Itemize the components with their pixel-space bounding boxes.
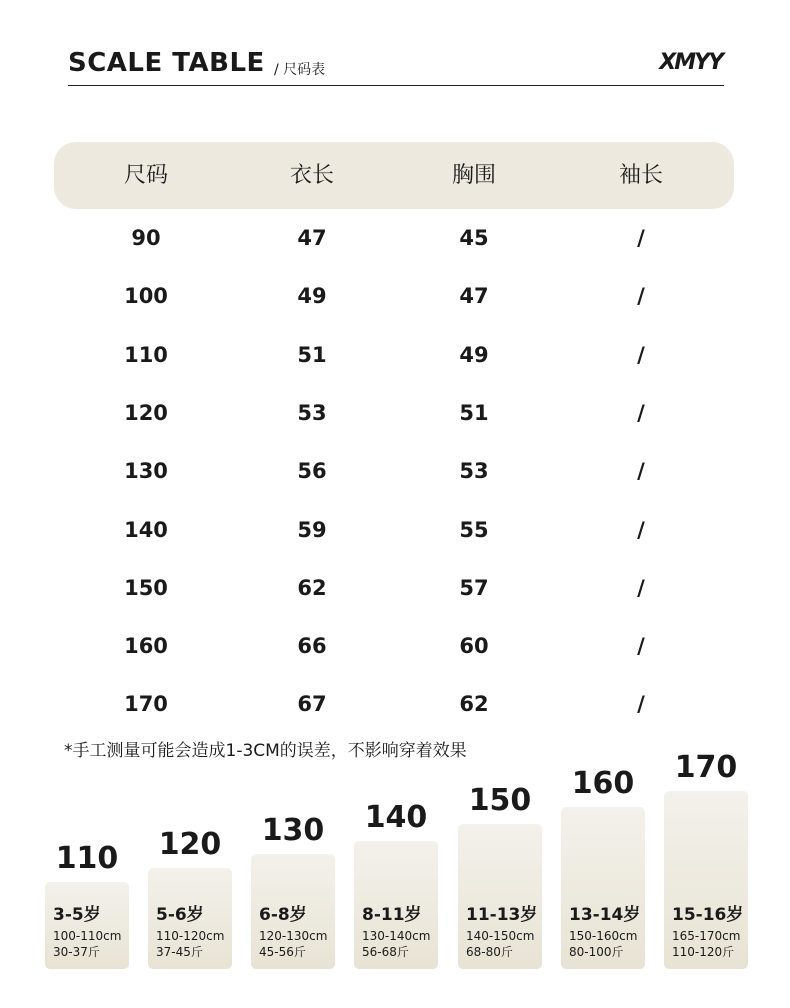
- size-guide-item: [664, 751, 748, 969]
- column-header-length: 衣长: [289, 163, 334, 188]
- size-guide-age: 6-8岁: [259, 905, 307, 925]
- table-cell: 100: [124, 284, 168, 309]
- table-cell: /: [637, 575, 645, 600]
- measurement-note: *手工测量可能会造成1-3CM的误差，不影响穿着效果: [64, 741, 467, 761]
- column-header-chest: 胸围: [451, 163, 496, 188]
- table-cell: /: [637, 692, 645, 717]
- table-cell: /: [637, 459, 645, 484]
- size-guide-item: [45, 842, 129, 969]
- table-cell: 51: [459, 400, 489, 425]
- size-guide-bar: [458, 824, 542, 969]
- table-cell: 47: [297, 226, 327, 250]
- size-guide-age: 3-5岁: [53, 905, 101, 925]
- size-guide-height: 140-150cm: [466, 929, 535, 943]
- table-row: [0, 218, 790, 258]
- size-guide-weight: 37-45斤: [156, 945, 203, 959]
- table-cell: /: [637, 634, 645, 659]
- table-cell: 59: [297, 517, 327, 542]
- table-row: [0, 568, 790, 608]
- table-cell: 170: [124, 692, 168, 717]
- size-guide-weight: 30-37斤: [53, 945, 100, 959]
- size-guide-bar: [561, 807, 645, 969]
- size-guide-weight: 110-120斤: [672, 945, 735, 959]
- size-guide-size: 170: [674, 750, 738, 785]
- size-guide-item: [148, 828, 232, 969]
- size-guide-weight: 68-80斤: [466, 945, 513, 959]
- column-header-size: 尺码: [123, 163, 168, 188]
- table-cell: 57: [459, 575, 489, 600]
- table-cell: 160: [124, 634, 168, 659]
- table-cell: /: [637, 400, 645, 425]
- size-guide-item: [354, 801, 438, 969]
- size-guide-item: [251, 814, 335, 969]
- size-guide-age: 8-11岁: [362, 905, 422, 925]
- table-cell: 150: [124, 575, 168, 600]
- table-cell: 140: [124, 517, 168, 542]
- table-cell: 67: [297, 692, 327, 717]
- size-guide-size: 130: [261, 813, 325, 848]
- size-guide-height: 100-110cm: [53, 929, 122, 943]
- size-guide-height: 165-170cm: [672, 929, 741, 943]
- page-title: SCALE TABLE: [68, 48, 265, 78]
- table-cell: /: [637, 226, 645, 250]
- table-row: [0, 451, 790, 491]
- table-row: [0, 684, 790, 724]
- size-guide-weight: 45-56斤: [259, 945, 306, 959]
- size-guide-height: 110-120cm: [156, 929, 225, 943]
- table-row: [0, 276, 790, 316]
- table-cell: 47: [459, 284, 489, 309]
- size-guide-size: 120: [158, 827, 222, 862]
- page-subtitle: / 尺码表: [274, 62, 326, 78]
- table-cell: 45: [459, 226, 489, 250]
- table-cell: 55: [459, 517, 489, 542]
- table-cell: 49: [297, 284, 327, 309]
- table-cell: /: [637, 284, 645, 309]
- table-cell: 110: [124, 342, 168, 367]
- size-guide-age: 15-16岁: [672, 905, 744, 925]
- table-cell: 56: [297, 459, 327, 484]
- table-row: [0, 626, 790, 666]
- brand-logo: XMYY: [659, 50, 722, 75]
- size-guide-height: 150-160cm: [569, 929, 638, 943]
- column-header-sleeve: 袖长: [618, 163, 663, 188]
- table-cell: 53: [297, 400, 327, 425]
- table-cell: /: [637, 342, 645, 367]
- size-guide-age: 11-13岁: [466, 905, 538, 925]
- table-cell: 49: [459, 342, 489, 367]
- page-header: [68, 44, 724, 86]
- size-guide-size: 110: [55, 841, 119, 876]
- size-guide-age: 5-6岁: [156, 905, 204, 925]
- table-row: [0, 335, 790, 375]
- size-guide-bar: [45, 882, 129, 969]
- size-guide-size: 140: [364, 800, 428, 835]
- table-row: [0, 393, 790, 433]
- size-guide-size: 150: [468, 783, 532, 818]
- size-guide-item: [561, 767, 645, 969]
- size-guide-bar: [664, 791, 748, 969]
- table-header: [54, 142, 734, 209]
- size-guide-height: 130-140cm: [362, 929, 431, 943]
- table-cell: 53: [459, 459, 489, 484]
- table-cell: 66: [297, 634, 327, 659]
- size-guide-item: [458, 784, 542, 969]
- table-cell: 130: [124, 459, 168, 484]
- size-guide-bar: [251, 854, 335, 969]
- table-row: [0, 510, 790, 550]
- table-cell: 60: [459, 634, 489, 659]
- table-cell: /: [637, 517, 645, 542]
- size-guide-size: 160: [571, 766, 635, 801]
- size-guide-height: 120-130cm: [259, 929, 328, 943]
- size-guide-age: 13-14岁: [569, 905, 641, 925]
- table-cell: 62: [459, 692, 489, 717]
- table-cell: 51: [297, 342, 327, 367]
- table-cell: 120: [124, 400, 168, 425]
- table-cell: 62: [297, 575, 327, 600]
- size-guide-bar: [354, 841, 438, 969]
- table-cell: 90: [131, 226, 161, 250]
- size-guide-bar: [148, 868, 232, 969]
- size-guide-weight: 80-100斤: [569, 945, 624, 959]
- size-guide-weight: 56-68斤: [362, 945, 409, 959]
